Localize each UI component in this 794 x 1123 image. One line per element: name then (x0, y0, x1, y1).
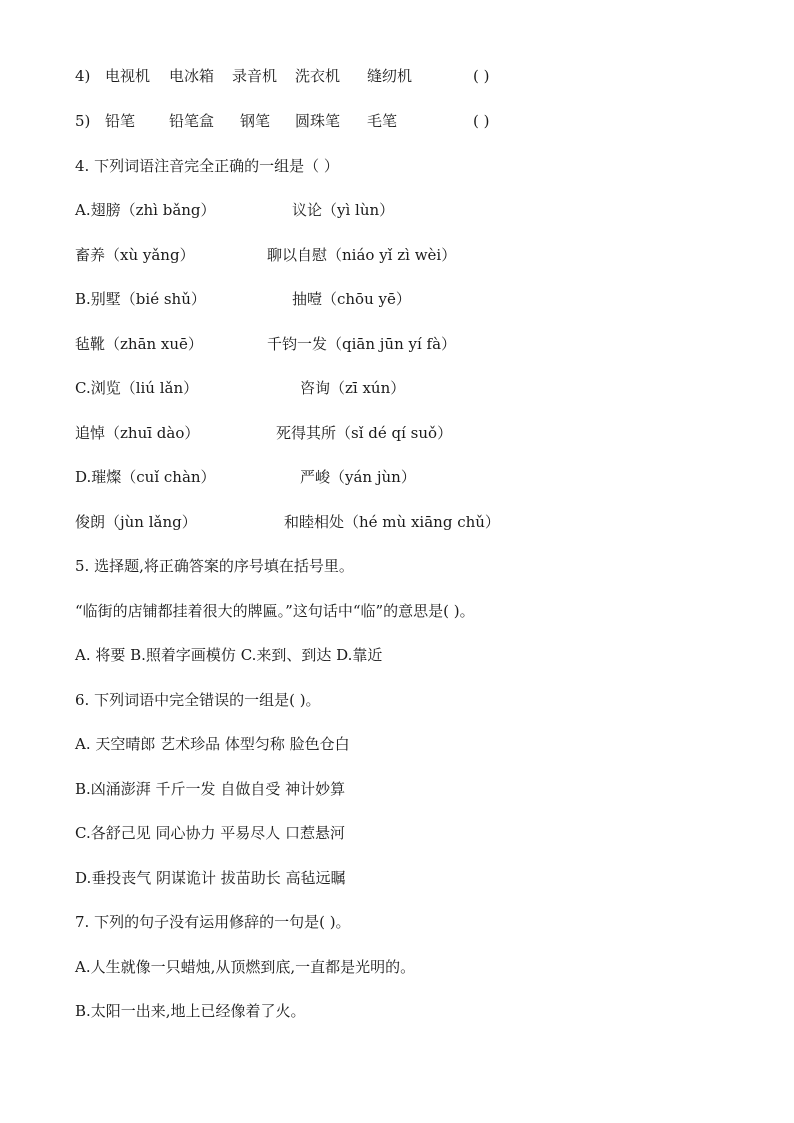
word: 毛笔 (367, 112, 398, 130)
option-term: 毡靴（zhān xuē） (75, 335, 203, 353)
option-term: B.别墅（bié shǔ） (75, 290, 206, 308)
option-term: 议论（yì lùn） (292, 201, 395, 219)
item-number: 5) (75, 112, 91, 130)
option-term: 畜养（xù yǎng） (75, 246, 195, 264)
options-text: A. 将要 B.照着字画模仿 C.来到、到达 D.靠近 (75, 646, 383, 664)
word: 电视机 (105, 67, 151, 85)
option-term: 死得其所（sǐ dé qí suǒ） (276, 424, 453, 442)
answer-blank: ( ) (473, 112, 490, 130)
option-term: 抽噎（chōu yē） (292, 290, 411, 308)
question-text: “临街的店铺都挂着很大的牌匾。”这句话中“临”的意思是( )。 (75, 602, 475, 620)
option-term: A.翅膀（zhì bǎng） (75, 201, 216, 219)
word: 圆珠笔 (295, 112, 341, 130)
item-number: 4) (75, 67, 91, 85)
word: 铅笔 (105, 112, 136, 130)
option-term: 严峻（yán jùn） (300, 468, 416, 486)
question-text: 6. 下列词语中完全错误的一组是( )。 (75, 691, 321, 709)
option-term: 俊朗（jùn lǎng） (75, 513, 197, 531)
word: 录音机 (232, 67, 278, 85)
word: 电冰箱 (169, 67, 215, 85)
options-text: A. 天空晴郎 艺术珍品 体型匀称 脸色仓白 (75, 735, 350, 753)
word: 钢笔 (240, 112, 271, 130)
word: 洗衣机 (295, 67, 341, 85)
option-term: D.璀燦（cuǐ chàn） (75, 468, 216, 486)
question-text: 7. 下列的句子没有运用修辞的一句是( )。 (75, 913, 351, 931)
options-text: D.垂投丧气 阴谋诡计 拔苗助长 高毡远瞩 (75, 869, 346, 887)
question-text: 5. 选择题,将正确答案的序号填在括号里。 (75, 557, 354, 575)
option-term: 聊以自慰（niáo yǐ zì wèi） (267, 246, 457, 264)
word: 缝纫机 (367, 67, 413, 85)
options-text: B.凶涌澎湃 千斤一发 自做自受 神计妙算 (75, 780, 346, 798)
option-term: 和睦相处（hé mù xiāng chǔ） (284, 513, 500, 531)
word: 铅笔盒 (169, 112, 215, 130)
question-text: 4. 下列词语注音完全正确的一组是（ ） (75, 157, 339, 175)
option-term: C.浏览（liú lǎn） (75, 379, 199, 397)
option-term: 咨询（zī xún） (300, 379, 406, 397)
options-text: A.人生就像一只蜡烛,从顶燃到底,一直都是光明的。 (75, 958, 416, 976)
options-text: B.太阳一出来,地上已经像着了火。 (75, 1002, 306, 1020)
answer-blank: ( ) (473, 67, 490, 85)
options-text: C.各舒己见 同心协力 平易尽人 口惹悬河 (75, 824, 346, 842)
option-term: 追悼（zhuī dào） (75, 424, 200, 442)
option-term: 千钧一发（qiān jūn yí fà） (267, 335, 457, 353)
